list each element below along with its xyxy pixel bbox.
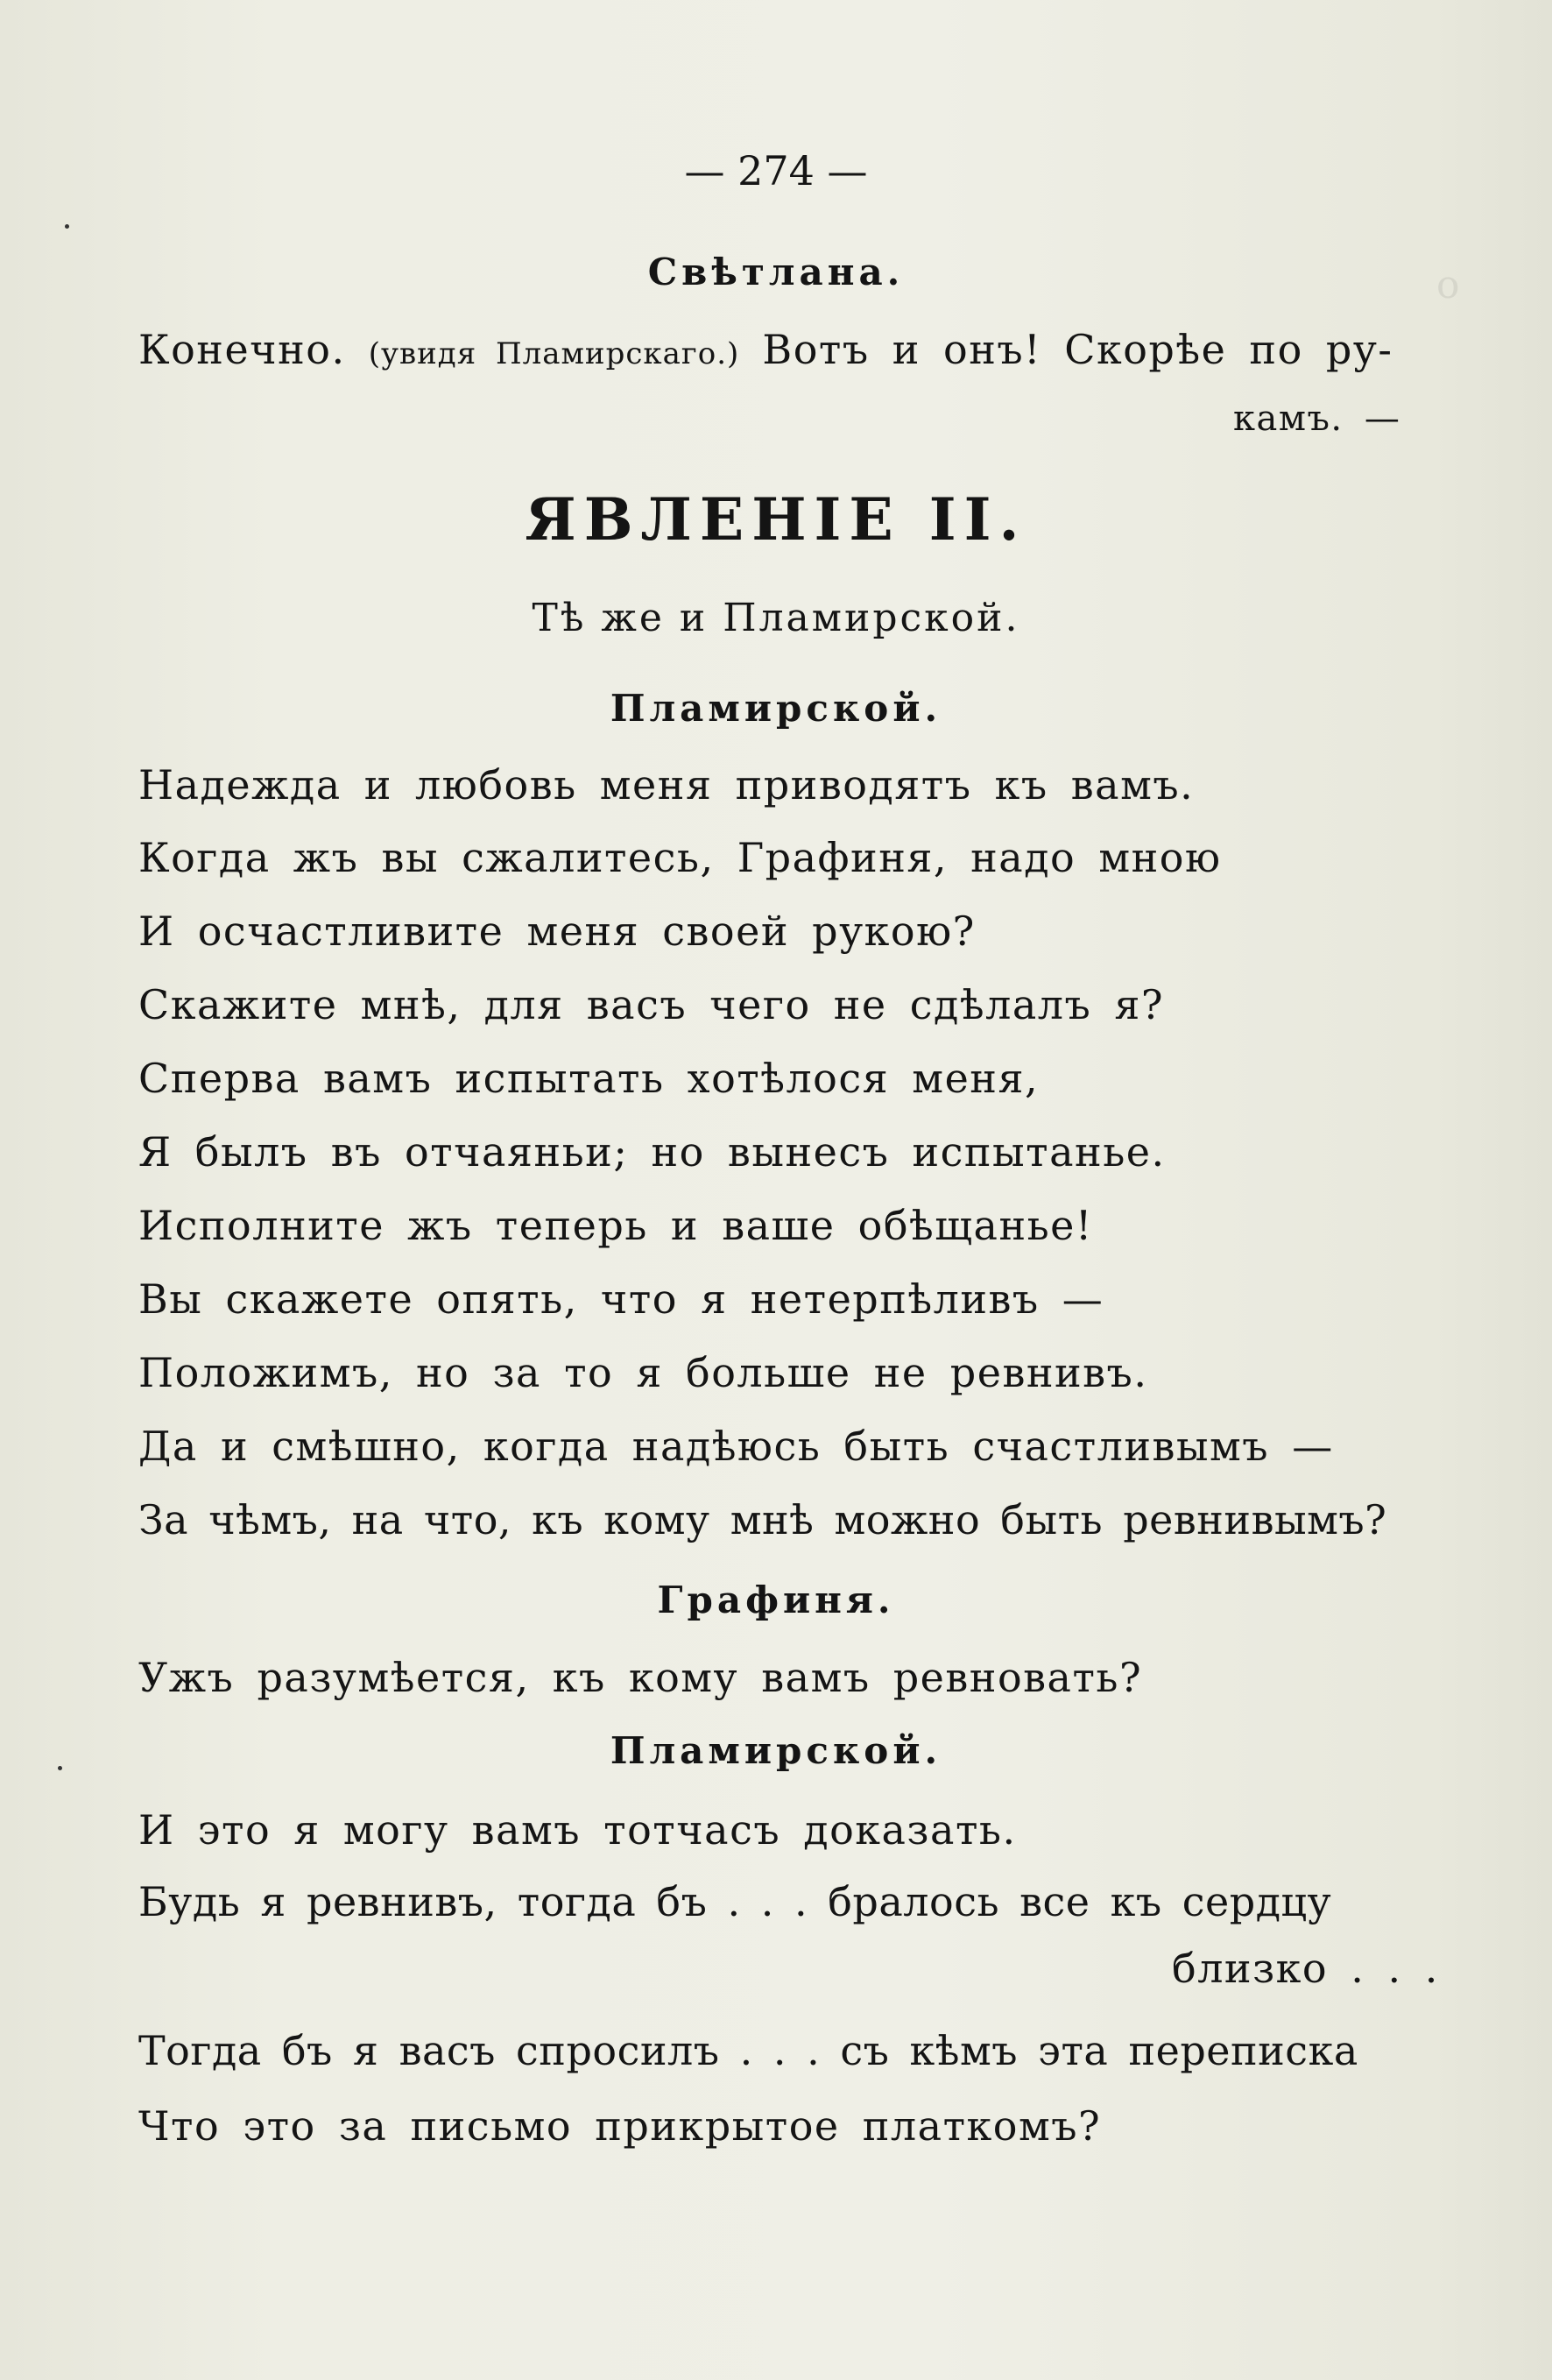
page-number: — 274 — (684, 147, 868, 194)
speaker-plamirskoy: Пламирской. (610, 687, 942, 730)
verse-line: За чѣмъ, на что, къ кому мнѣ можно быть ревнивымъ? (138, 1496, 1387, 1543)
verse-line: Ужъ разумѣется, къ кому вамъ ревновать? (138, 1654, 1143, 1701)
paper-speck (65, 224, 69, 229)
verse-line: Тогда бъ я васъ спросилъ . . . съ кѣмъ эта переписка (138, 2027, 1358, 2074)
verse-line: Сперва вамъ испытать хотѣлося меня, (138, 1055, 1040, 1102)
verse-line: Вы скажете опять, что я нетерпѣливъ — (138, 1275, 1104, 1323)
verse-line: И это я могу вамъ тотчасъ доказать. (138, 1806, 1017, 1854)
verse-line: Когда жъ вы сжалитесь, Графиня, надо мною (138, 834, 1222, 881)
verse-line-continuation: близко . . . (1172, 1945, 1439, 1992)
verse-line: Надежда и любовь меня приводятъ къ вамъ. (138, 761, 1195, 809)
verse-line: Да и смѣшно, когда надѣюсь быть счастливымъ — (138, 1423, 1334, 1470)
verse-line: И осчастливите меня своей рукою? (138, 908, 976, 955)
speaker-grafinya: Графиня. (657, 1578, 895, 1621)
stage-direction: (увидя Пламирскаго.) (368, 336, 740, 371)
speaker-svetlana: Свѣтлана. (647, 251, 905, 293)
verse-line: Я былъ въ отчаяньи; но вынесъ испытанье. (138, 1128, 1166, 1176)
svetlana-line-2: камъ. — (1233, 399, 1401, 439)
svetlana-line-1-start: Конечно. (138, 326, 346, 373)
bleed-through-text: o (1436, 263, 1460, 307)
scene-characters: Тѣ же и Пламирской. (532, 596, 1020, 640)
verse-line: Скажите мнѣ, для васъ чего не сдѣлалъ я? (138, 981, 1165, 1028)
verse-line: Будь я ревнивъ, тогда бъ . . . бралось все къ сердцу (138, 1878, 1332, 1925)
svetlana-line-1-end: Вотъ и онъ! Скорѣе по ру- (762, 326, 1393, 373)
verse-line: Что это за письмо прикрытое платкомъ? (138, 2102, 1102, 2150)
verse-line: Положимъ, но за то я больше не ревнивъ. (138, 1349, 1148, 1396)
speaker-plamirskoy: Пламирской. (610, 1729, 942, 1772)
scene-heading: ЯВЛЕНІЕ II. (525, 485, 1027, 554)
verse-line: Исполните жъ теперь и ваше обѣщанье! (138, 1202, 1093, 1249)
svetlana-line-1 (138, 326, 1393, 373)
